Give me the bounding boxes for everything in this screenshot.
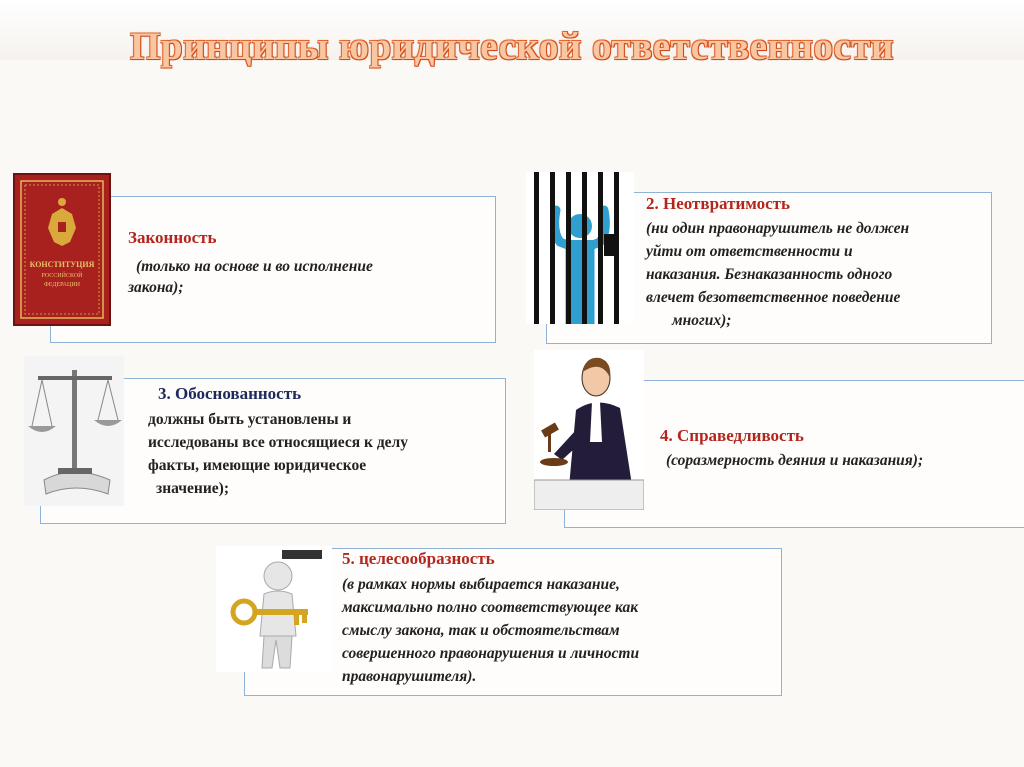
validity-line-1: должны быть установлены и xyxy=(148,411,352,428)
judge-gavel-icon xyxy=(534,350,644,510)
validity-line-2: исследованы все относящиеся к делу xyxy=(148,434,408,451)
validity-line-3: факты, имеющие юридическое xyxy=(148,457,367,474)
legality-line-1: (только на основе и во исполнение xyxy=(136,258,373,275)
justice-heading: 4. Справедливость xyxy=(660,426,804,445)
expediency-line-2: максимально полно соответствующее как xyxy=(342,599,639,616)
legality-heading: Законность xyxy=(128,228,217,247)
validity-line-4: значение); xyxy=(156,480,229,497)
inevitability-line-3: наказания. Безнаказанность одного xyxy=(646,266,893,283)
prisoner-bars-icon xyxy=(526,172,634,324)
legality-line-2: закона); xyxy=(128,279,184,296)
expediency-heading: 5. целесообразность xyxy=(342,549,495,568)
justice-line-1: (соразмерность деяния и наказания); xyxy=(666,452,924,469)
expediency-line-4: совершенного правонарушения и личности xyxy=(342,645,640,662)
expediency-line-5: правонарушителя). xyxy=(342,668,477,685)
page-title: Принципы юридической ответственности xyxy=(130,25,894,68)
figure-with-key-icon xyxy=(216,546,332,672)
book-line-3: ФЕДЕРАЦИИ xyxy=(43,282,81,288)
inevitability-line-5: многих); xyxy=(672,312,732,329)
inevitability-line-4: влечет безответственное поведение xyxy=(646,289,901,306)
book-line-1: КОНСТИТУЦИЯ xyxy=(29,260,95,269)
inevitability-line-2: уйти от ответственности и xyxy=(646,243,853,260)
constitution-book-icon xyxy=(12,172,112,327)
expediency-line-3: смыслу закона, так и обстоятельствам xyxy=(342,622,620,639)
expediency-line-1: (в рамках нормы выбирается наказание, xyxy=(342,576,620,593)
inevitability-line-1: (ни один правонарушитель не должен xyxy=(646,220,910,237)
inevitability-heading: 2. Неотвратимость xyxy=(646,194,790,213)
book-line-2: РОССИЙСКОЙ xyxy=(41,273,83,279)
validity-heading: 3. Обоснованность xyxy=(158,384,302,403)
scales-of-justice-icon xyxy=(24,356,124,506)
